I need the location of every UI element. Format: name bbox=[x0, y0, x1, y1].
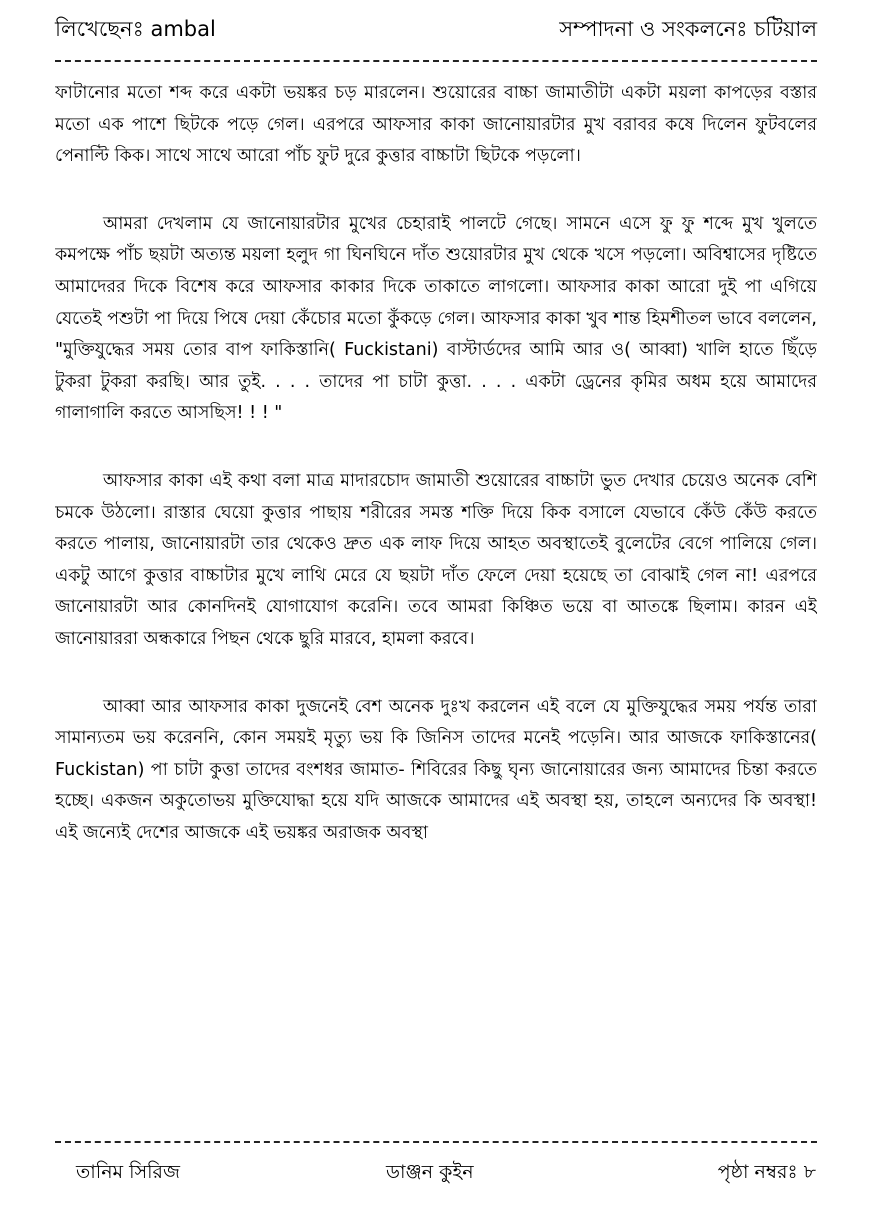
paragraph-4: আব্বা আর আফসার কাকা দুজনেই বেশ অনেক দুঃখ করলেন এই বলে যে মুক্তিযুদ্ধের সময় পর্যন্ত তারা সামান্যতম ভয় করেননি, কোন সময়ই মৃত্যু ভয় কি জিনিস তাদের মনেই পড়েনি। আর আজকে ফাকিস্তানের( Fuckistan) পা চাটা কুত্তা তাদের বংশধর জামাত- শিবিরের কিছু ঘৃন্য জানোয়ারের জন্য আমাদের চিন্তা করতে হচ্ছে। একজন অকুতোভয় মুক্তিযোদ্ধা হয়ে যদি আজকে আমাদের এই অবস্থা হয়, তাহলে অন্যদের কি অবস্থা! এই জন্যেই দেশের আজকে এই ভয়ঙ্কর অরাজক অবস্থা bbox=[55, 696, 817, 843]
page-body bbox=[55, 78, 817, 1128]
paragraph-1: ফাটানোর মতো শব্দ করে একটা ভয়ঙ্কর চড় মারলেন। শুয়োরের বাচ্চা জামাতীটা একটা ময়লা কাপড়ের বস্তার মতো এক পাশে ছিটকে পড়ে গেল। এরপরে আফসার কাকা জানোয়ারটার মুখ বরাবর কষে দিলেন ফুটবলের পেনাল্টি কিক। সাথে সাথে আরো পাঁচ ফুট দুরে কুত্তার বাচ্চাটা ছিটকে পড়লো। bbox=[55, 83, 817, 167]
story-title: ডাঞ্জন কুইন bbox=[386, 1161, 474, 1183]
header-divider bbox=[55, 60, 817, 62]
page-number: পৃষ্ঠা নম্বরঃ ৮ bbox=[717, 1161, 816, 1183]
series-name: তানিম সিরিজ bbox=[76, 1161, 181, 1183]
editor-credit: সম্পাদনা ও সংকলনেঃ চটিয়াল bbox=[559, 16, 817, 41]
paragraph-2: আমরা দেখলাম যে জানোয়ারটার মুখের চেহারাই পালটে গেছে। সামনে এসে ফু ফু শব্দে মুখ খুলতে কমপক্ষে পাঁচ ছয়টা অত্যন্ত ময়লা হলুদ গা ঘিনঘিনে দাঁত শুয়োরটার মুখ থেকে খসে পড়লো। অবিশ্বাসের দৃষ্টিতে আমাদেরর দিকে বিশেষ করে আফসার কাকার দিকে তাকাতে লাগলো। আফসার কাকা আরো দুই পা এগিয়ে যেতেই পশুটা পা দিয়ে পিষে দেয়া কেঁচোর মতো কুঁকড়ে গেল। আফসার কাকা খুব শান্ত হিমশীতল ভাবে বললেন, "মুক্তিযুদ্ধের সময় তোর বাপ ফাকিস্তানি( Fuckistani) বাস্টার্ডদের আমি আর ও( আব্বা) খালি হাতে ছিঁড়ে টুকরা টুকরা করছি। আর তুই. . . . তাদের পা চাটা কুত্তা. . . . একটা ড্রেনের কৃমির অধম হয়ে আমাদের গালাগালি করতে আসছিস! ! ! " bbox=[55, 213, 817, 424]
page-footer bbox=[76, 1158, 816, 1190]
page-header bbox=[55, 14, 817, 46]
author-credit: লিখেছেনঃ ambal bbox=[55, 16, 216, 41]
paragraph-3: আফসার কাকা এই কথা বলা মাত্র মাদারচোদ জামাতী শুয়োরের বাচ্চাটা ভুত দেখার চেয়েও অনেক বেশি চমকে উঠলো। রাস্তার ঘেয়ো কুত্তার পাছায় শরীরের সমস্ত শক্তি দিয়ে কিক বসালে যেভাবে কেঁউ কেঁউ করতে করতে পালায়, জানোয়ারটা তার থেকেও দ্রুত এক লাফ দিয়ে আহত অবস্থাতেই বুলেটের বেগে পালিয়ে গেল। একটু আগে কুত্তার বাচ্চাটার মুখে লাথি মেরে যে ছয়টা দাঁত ফেলে দেয়া হয়েছে তা বোঝাই গেল না! এরপরে জানোয়ারটা আর কোনদিনই যোগাযোগ করেনি। তবে আমরা কিঞ্চিত ভয়ে বা আতঙ্কে ছিলাম। কারন এই জানোয়াররা অন্ধকারে পিছন থেকে ছুরি মারবে, হামলা করবে। bbox=[55, 470, 817, 649]
footer-divider bbox=[55, 1141, 817, 1143]
